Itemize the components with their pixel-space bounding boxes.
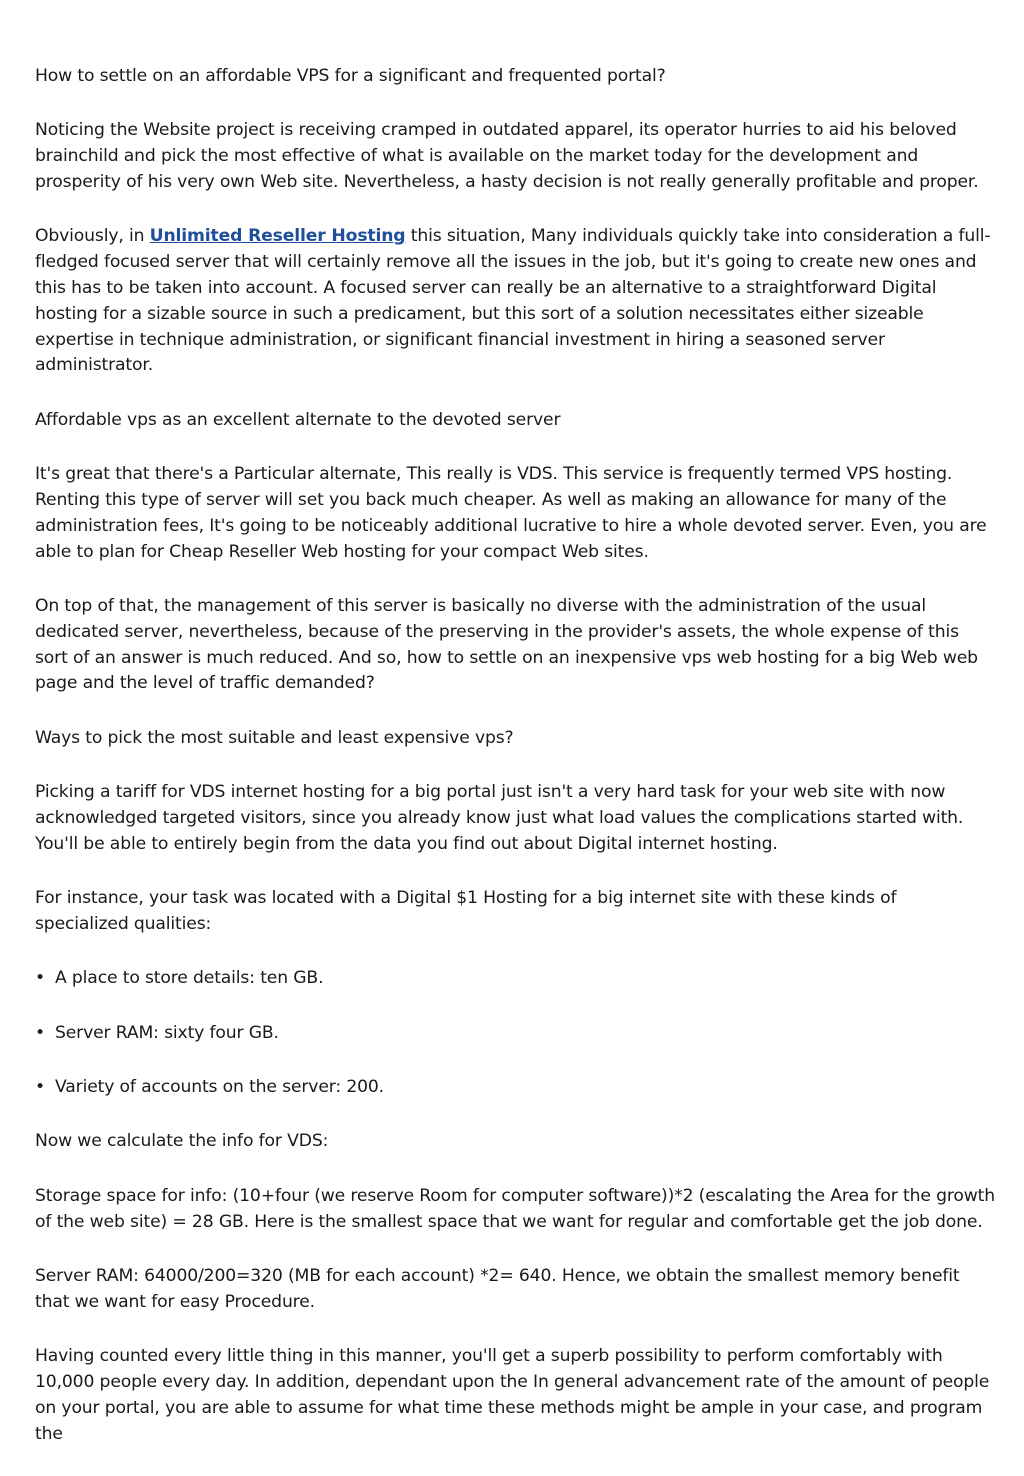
list-item-text: Variety of accounts on the server: 200. — [55, 1077, 384, 1098]
bullet-icon: • — [35, 968, 45, 989]
paragraph-management: On top of that, the management of this server is basically no diverse with the administration of the usual dedicated server, nevertheless, because of the preserving in the provider's assets, the whole expense of this sort of an answer is much reduced. And so, how to settle on an inexpensive vps web hosting for a big Web web page and the level of traffic demanded? — [35, 595, 978, 694]
list-item-text: A place to store details: ten GB. — [55, 968, 324, 989]
paragraph-vds-alternative: It's great that there's a Particular alternate, This really is VDS. This service is frequently termed VPS hosting. Renting this type of server will set you back much cheaper. As well as making an allowance for many of the administration fees, It's going to be noticeably additional lucrative to hire a whole devoted server. Even, you are able to plan for Cheap Reseller Web hosting for your compact Web sites. — [35, 464, 987, 562]
document-body — [35, 64, 995, 1476]
list-item — [35, 966, 995, 992]
paragraph-ram: Server RAM: 64000/200=320 (MB for each account) *2= 640. Hence, we obtain the smallest memory benefit that we want for easy Procedure. — [35, 1266, 960, 1312]
paragraph-example: For instance, your task was located with a Digital $1 Hosting for a big internet site with these kinds of specialized qualities: — [35, 888, 897, 934]
paragraph-picking-tariff: Picking a tariff for VDS internet hosting for a big portal just isn't a very hard task for your web site with now acknowledged targeted visitors, since you already know just what load values the complications started with. You'll be able to entirely begin from the data you find out about Digital internet hosting. — [35, 782, 964, 854]
bullet-icon: • — [35, 1022, 45, 1043]
list-item — [35, 1021, 995, 1047]
text-segment: Obviously, in — [35, 226, 150, 247]
paragraph-dedicated-server — [35, 224, 995, 379]
paragraph-storage: Storage space for info: (10+four (we reserve Room for computer software))*2 (escalating the Area for the growth of the web site) = 28 GB. Here is the smallest space that we want for regular and comfortable get the job done. — [35, 1185, 995, 1232]
section-heading-pick-vps: Ways to pick the most suitable and least expensive vps? — [35, 727, 514, 748]
bullet-icon: • — [35, 1077, 45, 1098]
paragraph-conclusion: Having counted every little thing in this manner, you'll get a superb possibility to perform comfortably with 10,000 people every day. In addition, dependant upon the In general advancement rate of the amount of people on your portal, you are able to assume for what time these methods might be ample in your case, and program the — [35, 1346, 990, 1444]
paragraph-intro: Noticing the Website project is receiving cramped in outdated apparel, its operator hurries to aid his beloved brainchild and pick the most effective of what is available on the market today for the development and prosperity of his very own Web site. Nevertheless, a hasty decision is not really generally profitable and proper. — [35, 120, 979, 192]
paragraph-calculate: Now we calculate the info for VDS: — [35, 1131, 329, 1152]
list-item — [35, 1075, 995, 1101]
text-segment: this situation, Many individuals quickly take into consideration a full-fledged focused server that will certainly remove all the issues in the job, but it's going to create new ones and this has to be taken into account. A focused server can really be an alternative to a straightforward Digital hosting for a sizable source in such a predicament, but this sort of a solution necessitates either sizeable expertise in technique administration, or significant financial investment in hiring a seasoned server administrator. — [35, 226, 991, 376]
section-heading-affordable-vps: Affordable vps as an excellent alternate to the devoted server — [35, 409, 561, 430]
unlimited-reseller-hosting-link[interactable]: Unlimited Reseller Hosting — [149, 226, 406, 247]
list-item-text: Server RAM: sixty four GB. — [55, 1022, 279, 1043]
question-heading: How to settle on an affordable VPS for a significant and frequented portal? — [35, 66, 666, 86]
